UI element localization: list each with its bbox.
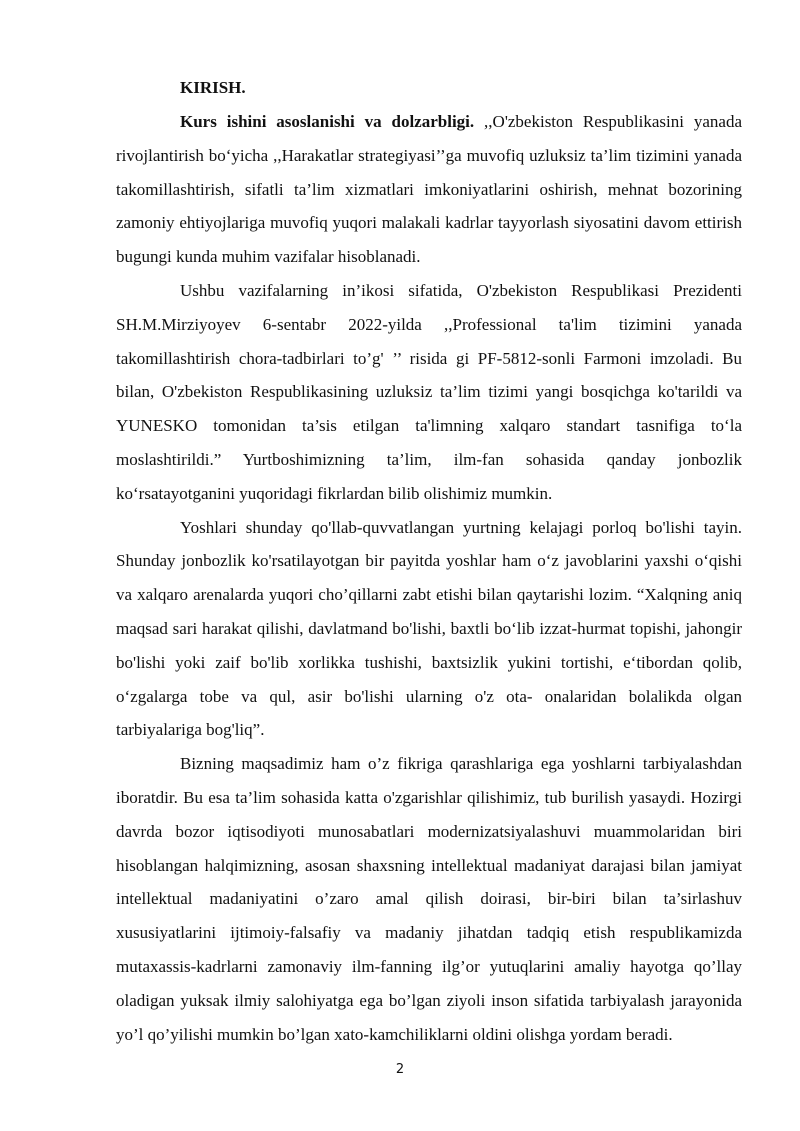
paragraph: Ushbu vazifalarning in’ikosi sifatida, O'zbekiston Respublikasi Prezidenti SH.M.Mirziyoyev 6-sentabr 2022-yilda ,,Professional ta'lim tizimini yanada takomillashtirish chora-tadbirlari to’g' ’’ risida gi PF-5812-sonli Farmoni imzoladi. Bu bilan, O'zbekiston Respublikasining uzluksiz ta’lim tizimi yangi bosqichga ko'tarildi va YUNESKO tomonidan ta’sis etilgan ta'limning xalqaro standart tasnifiga to‘la moslashtirildi.” Yurtboshimizning ta’lim, ilm-fan sohasida qanday jonbozlik ko‘rsatayotganini yuqoridagi fikrlardan bilib olishimiz mumkin. (116, 280, 742, 503)
body-text (116, 105, 742, 1051)
paragraph: Bizning maqsadimiz ham o’z fikriga qarashlariga ega yoshlarni tarbiyalashdan iboratdir. Bu esa ta’lim sohasida katta o'zgarishlar qilishimiz, tub burilish yasaydi. Hozirgi davrda bozor iqtisodiyoti munosabatlari modernizatsiyalashuvi muammolaridan biri hisoblangan halqimizning, asosan shaxsning intellektual madaniyat darajasi bilan jamiyat intellektual madaniyatini o’zaro amal qilish doirasi, bir-biri bilan ta’sirlashuv xususiyatlarini ijtimoiy-falsafiy va madaniy jihatdan tadqiq etish respublikamizda mutaxassis-kadrlarni zamonaviy ilm-fanning ilg’or yutuqlarini amaliy hayotga qo’llay oladigan yuksak ilmiy salohiyatga ega bo’lgan ziyoli inson sifatida tarbiyalash jarayonida yo’l qo’yilishi mumkin bo’lgan xato-kamchiliklarni oldini olishga yordam beradi. (116, 754, 742, 1044)
paragraph-text: ,,O'zbekiston Respublikasini yanada rivojlantirish bo‘yicha ,,Harakatlar strategiyasi’’ga muvofiq uzluksiz ta’lim tizimini yanada takomillashtirish, sifatli ta’lim xizmatlari imkoniyatlarini oshirish, mehnat bozorining zamoniy ehtiyojlariga muvofiq yuqori malakali kadrlar tayyorlash siyosatini davom ettirish bugungi kunda muhim vazifalar hisoblanadi. (116, 112, 742, 267)
paragraph: Yoshlari shunday qo'llab-quvvatlangan yurtning kelajagi porloq bo'lishi tayin. Shunday jonbozlik ko'rsatilayotgan bir payitda yoshlar ham o‘z javoblarini yaxshi o‘qishi va xalqaro arenalarda yuqori cho’qillarni zabt etishi bilan qaytarishi lozim. “Xalqning aniq maqsad sari harakat qilishi, davlatmand bo'lishi, baxtli bo‘lib izzat-hurmat topishi, jahongir bo'lishi yoki zaif bo'lib xorlikka tushishi, baxtsizlik yukini tortishi, e‘tibordan qolib, o‘zgalarga tobe va qul, asir bo'lishi ularning o'z ota- onalaridan bolalikda olgan tarbiyalariga bog'liq”. (116, 517, 742, 740)
page-number: 2 (395, 1062, 405, 1077)
paragraph-intro (116, 105, 742, 274)
section-heading: KIRISH. (180, 78, 246, 97)
paragraph-lead: Kurs ishini asoslanishi va dolzarbligi. (180, 112, 475, 131)
